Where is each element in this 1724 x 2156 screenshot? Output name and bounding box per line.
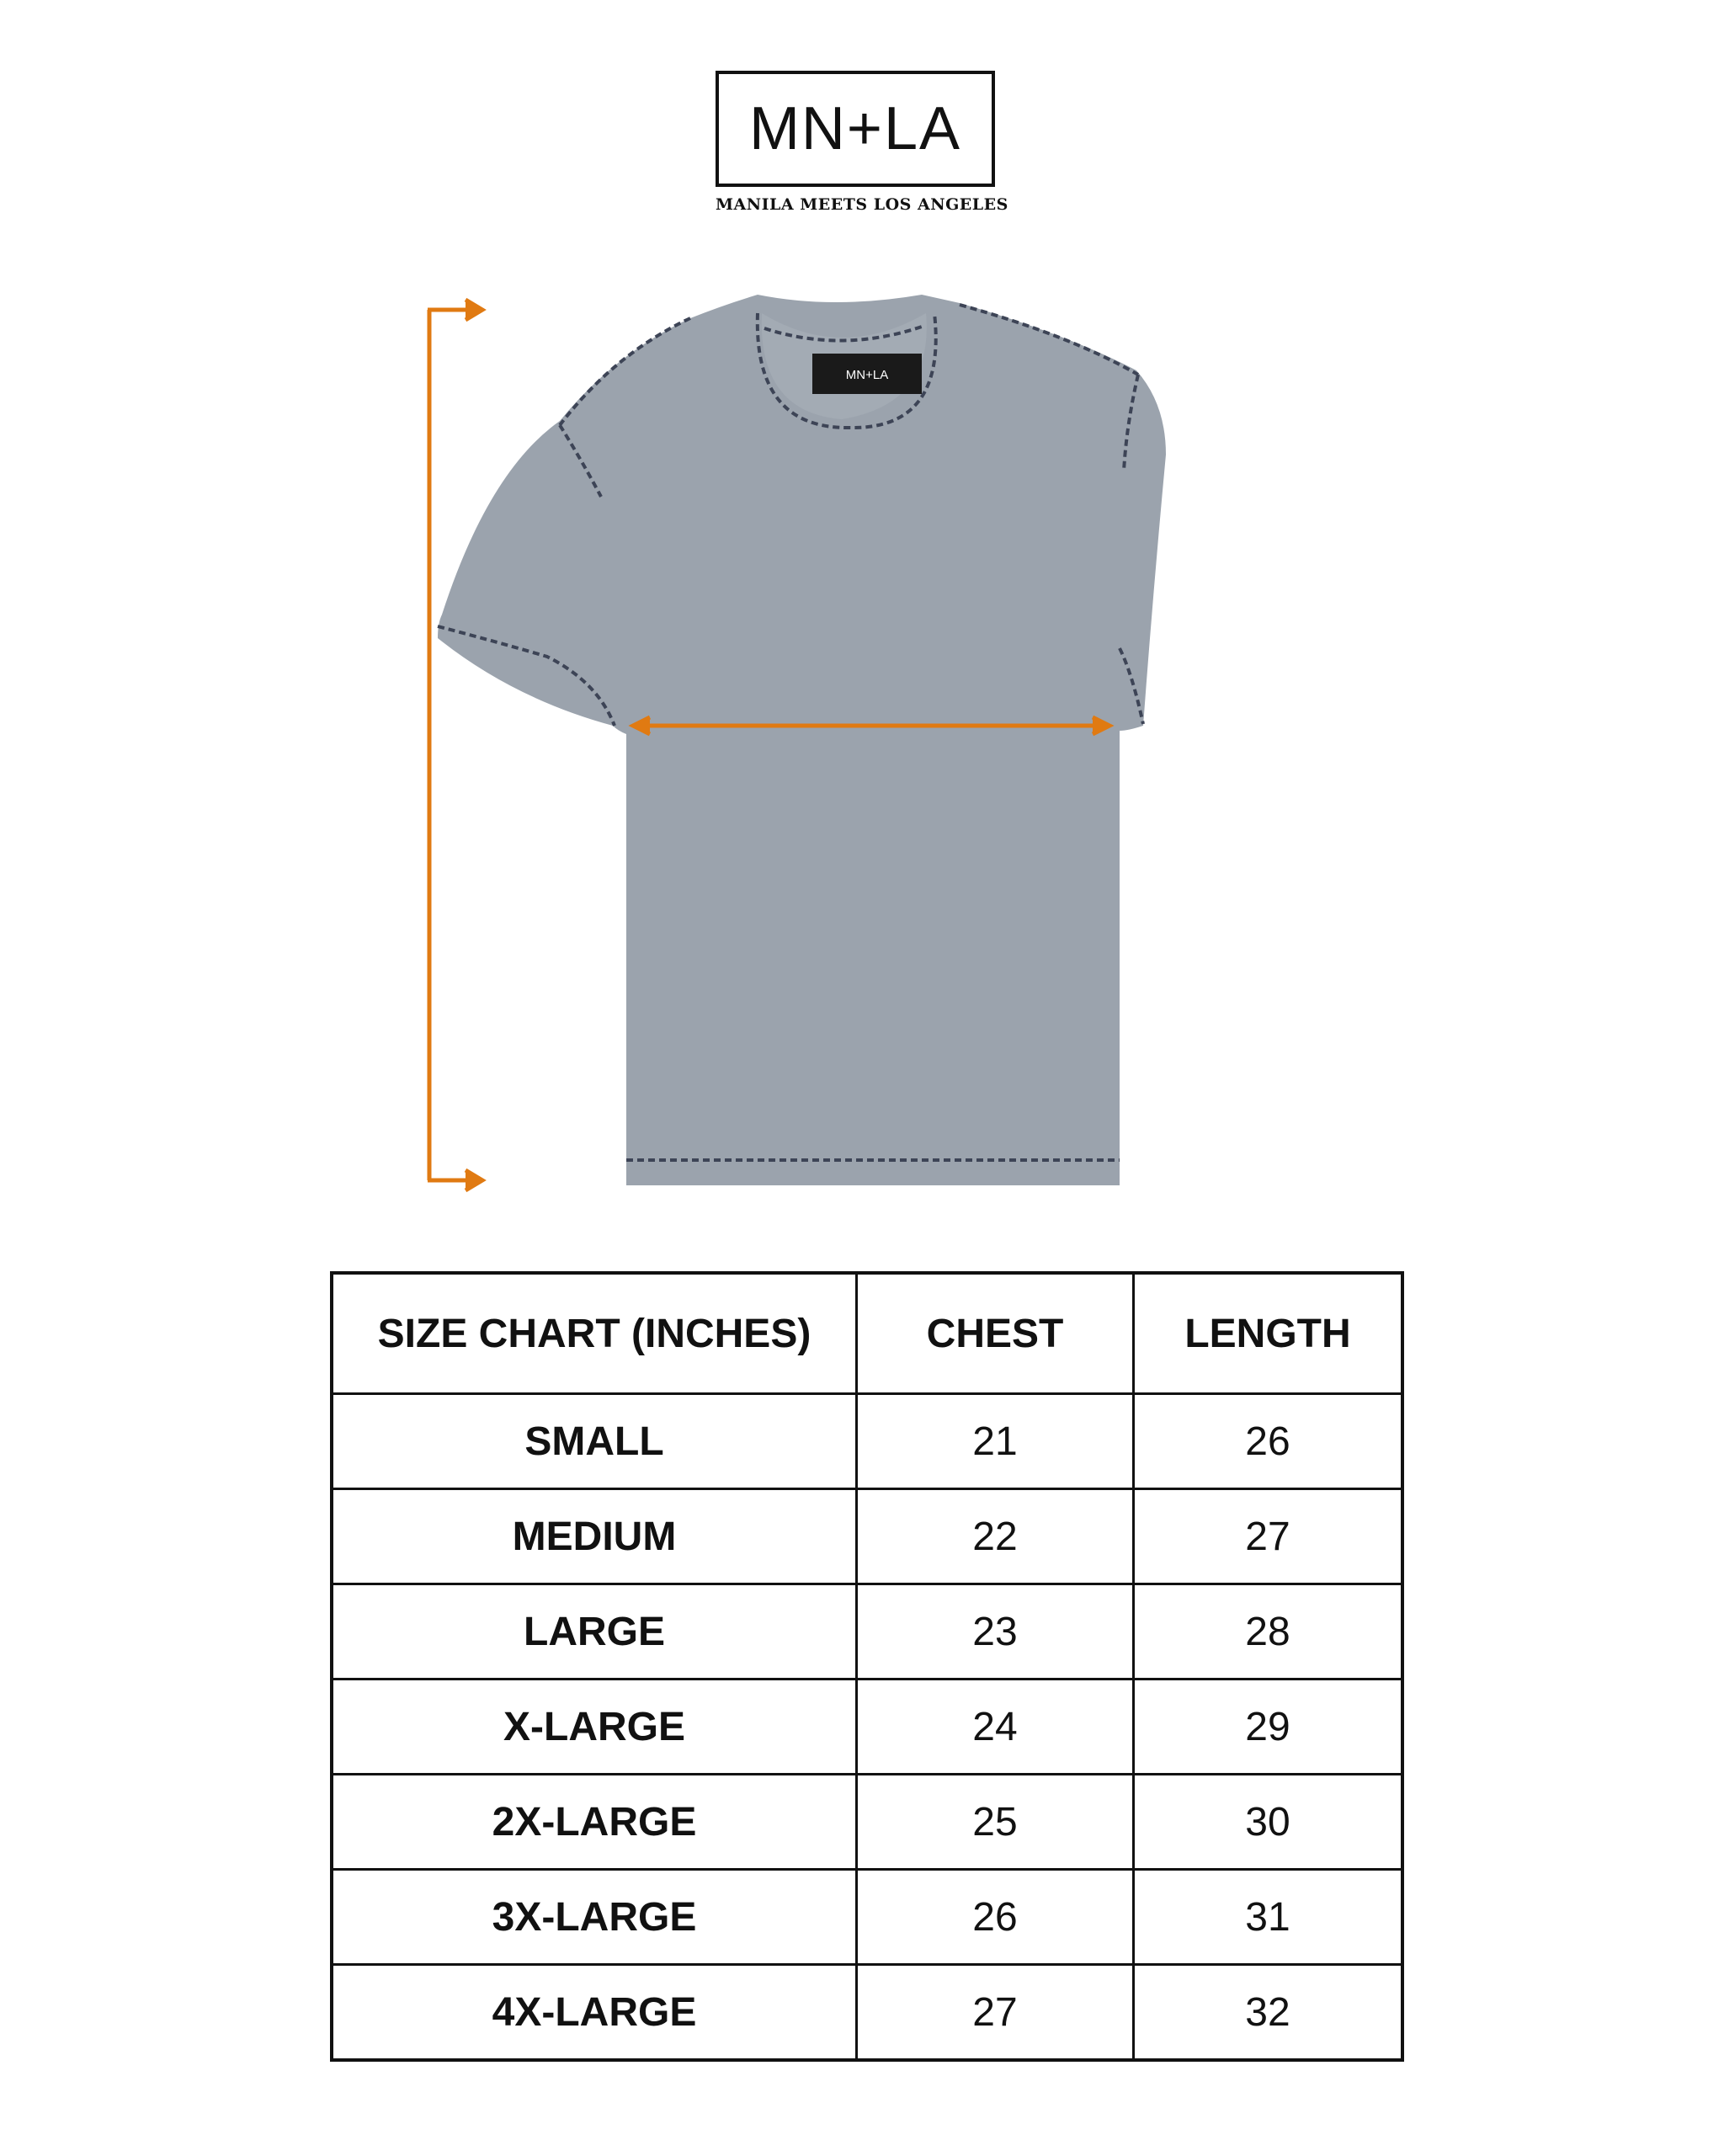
length-cell: 27 [1134,1489,1403,1584]
length-cell: 30 [1134,1775,1403,1870]
size-cell: 4X-LARGE [332,1965,857,2061]
neck-label-text: MN+LA [845,368,889,382]
size-cell: SMALL [332,1394,857,1489]
chest-cell: 23 [857,1584,1134,1680]
header-length: LENGTH [1134,1273,1403,1394]
chest-cell: 22 [857,1489,1134,1584]
chest-cell: 21 [857,1394,1134,1489]
length-cell: 28 [1134,1584,1403,1680]
header-chest: CHEST [857,1273,1134,1394]
length-cell: 26 [1134,1394,1403,1489]
size-cell: MEDIUM [332,1489,857,1584]
length-cell: 31 [1134,1870,1403,1965]
table-row [332,1870,1402,1965]
chest-cell: 25 [857,1775,1134,1870]
size-cell: 2X-LARGE [332,1775,857,1870]
table-header-row [332,1273,1402,1394]
table-row [332,1394,1402,1489]
size-cell: LARGE [332,1584,857,1680]
tshirt-body [438,295,1166,1185]
table-row [332,1775,1402,1870]
size-cell: 3X-LARGE [332,1870,857,1965]
table-row [332,1489,1402,1584]
chest-cell: 27 [857,1965,1134,2061]
tshirt-icon [438,295,1166,1185]
table-row [332,1584,1402,1680]
table-row [332,1965,1402,2061]
length-cell: 32 [1134,1965,1403,2061]
length-arrow-icon [428,300,482,1190]
chest-cell: 24 [857,1680,1134,1775]
chest-cell: 26 [857,1870,1134,1965]
table-row [332,1680,1402,1775]
brand-logo-text: MN+LA [748,95,962,162]
header-size-chart: SIZE CHART (INCHES) [332,1273,857,1394]
size-cell: X-LARGE [332,1680,857,1775]
size-chart-table [330,1271,1404,2062]
brand-tagline: MANILA MEETS LOS ANGELES [716,195,1008,214]
length-cell: 29 [1134,1680,1403,1775]
